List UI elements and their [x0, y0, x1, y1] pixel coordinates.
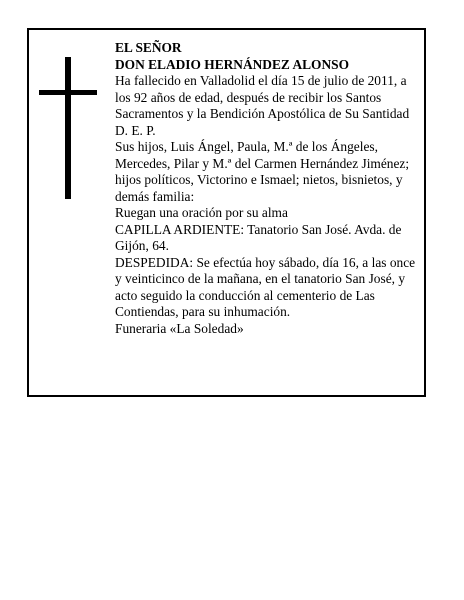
latin-cross-icon [39, 57, 97, 199]
deceased-name: DON ELADIO HERNÁNDEZ ALONSO [115, 56, 350, 72]
cross-vertical-bar [65, 57, 71, 199]
prayer-request: Ruegan una oración por su alma [115, 205, 288, 220]
chapel-info: CAPILLA ARDIENTE: Tanatorio San José. Avda. de Gijón, 64. [115, 221, 402, 253]
obituary-text-block [115, 40, 423, 337]
obituary-notice-frame [27, 28, 426, 397]
cross-horizontal-bar [39, 90, 97, 95]
farewell-info: DESPEDIDA: Se efectúa hoy sábado, día 16, a las once y veinticinco de la mañana, en el tanatorio San José, y acto seguido la conducción al cementerio de Las Contiendas, para su inhumación. [115, 254, 416, 319]
family-list: Sus hijos, Luis Ángel, Paula, M.ª de los Ángeles, Mercedes, Pilar y M.ª del Carmen Hernández Jiménez; hijos políticos, Victorino e Ismael; nietos, bisnietos, y demás familia: [115, 139, 410, 204]
death-announcement: Ha fallecido en Valladolid el día 15 de julio de 2011, a los 92 años de edad, después de recibir los Santos Sacramentos y la Bendición Apostólica de Su Santidad D. E. P. [115, 73, 410, 138]
notice-title-line1: EL SEÑOR [115, 40, 182, 55]
funeral-home: Funeraria «La Soledad» [115, 320, 244, 336]
